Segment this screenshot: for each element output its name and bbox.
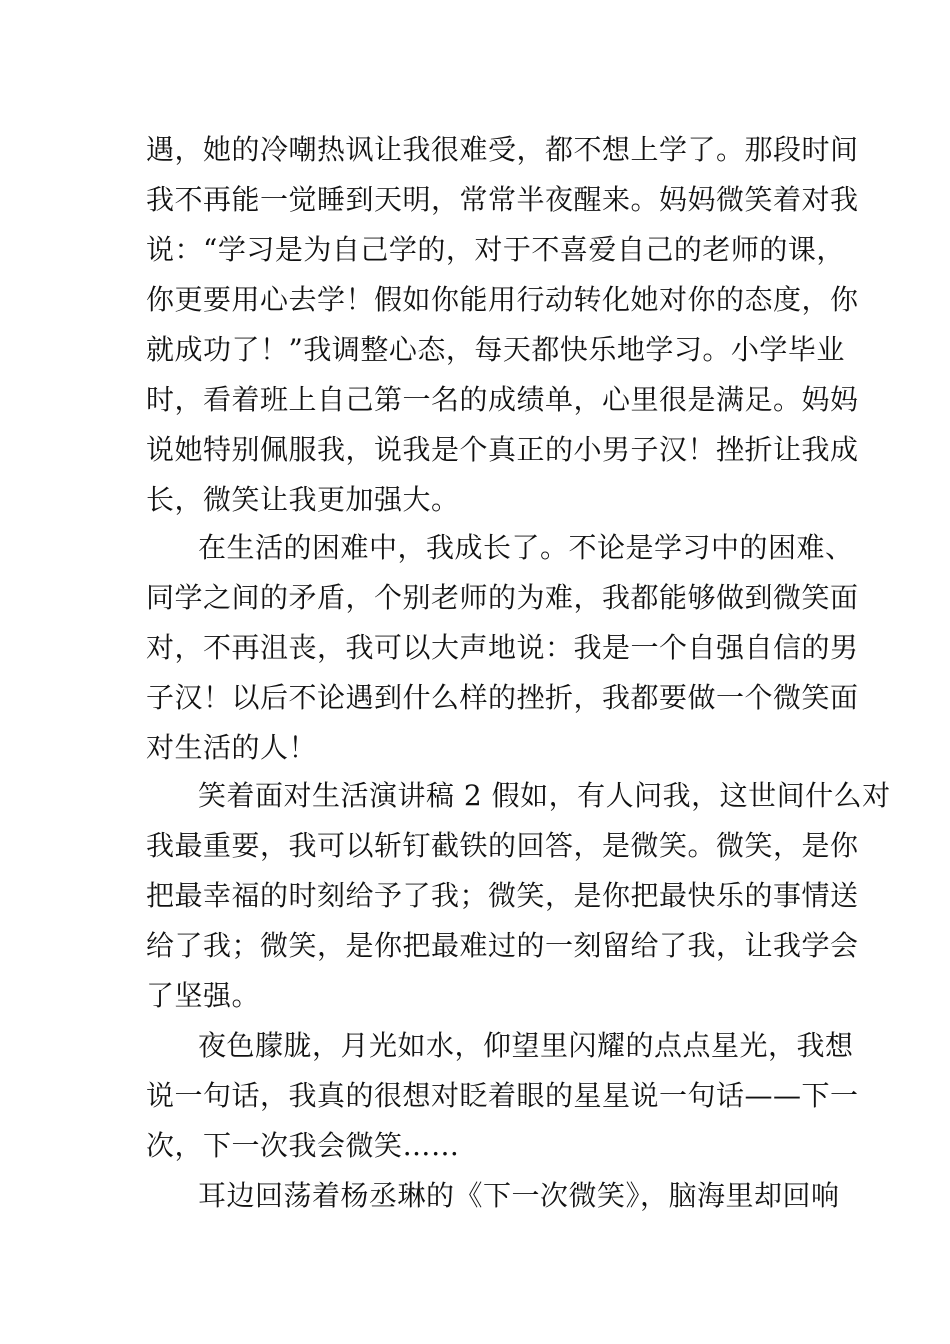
text-line: 你更要用心去学！假如你能用行动转化她对你的态度，你 (146, 283, 859, 316)
text-line: 对，不再沮丧，我可以大声地说：我是一个自强自信的男 (146, 631, 859, 664)
text-line: 把最幸福的时刻给予了我；微笑，是你把最快乐的事情送 (146, 879, 859, 912)
text-line: 次，下一次我会微笑…… (146, 1129, 460, 1162)
text-line: 同学之间的矛盾，个别老师的为难，我都能够做到微笑面 (146, 581, 859, 614)
text-line: 说：“学习是为自己学的，对于不喜爱自己的老师的课， (146, 233, 845, 266)
text-line: 对生活的人！ (146, 731, 318, 764)
paragraph-first-line: 耳边回荡着杨丞琳的《下一次微笑》，脑海里却回响 (198, 1179, 840, 1212)
text-line: 说她特别佩服我，说我是个真正的小男子汉！挫折让我成 (146, 433, 859, 466)
text-line: 说一句话，我真的很想对眨着眼的星星说一句话——下一 (146, 1079, 859, 1112)
text-line: 长，微笑让我更加强大。 (146, 483, 460, 516)
text-line: 了坚强。 (146, 979, 261, 1012)
paragraph-first-line: 笑着面对生活演讲稿 2 假如，有人问我，这世间什么对 (198, 779, 891, 812)
text-line: 给了我；微笑，是你把最难过的一刻留给了我，让我学会 (146, 929, 859, 962)
text-line: 遇，她的冷嘲热讽让我很难受，都不想上学了。那段时间 (146, 133, 859, 166)
text-line: 子汉！以后不论遇到什么样的挫折，我都要做一个微笑面 (146, 681, 859, 714)
paragraph-first-line: 夜色朦胧，月光如水，仰望里闪耀的点点星光，我想 (198, 1029, 854, 1062)
text-line: 时，看着班上自己第一名的成绩单，心里很是满足。妈妈 (146, 383, 859, 416)
text-line: 就成功了！”我调整心态，每天都快乐地学习。小学毕业 (146, 333, 845, 366)
text-line: 我最重要，我可以斩钉截铁的回答，是微笑。微笑，是你 (146, 829, 859, 862)
text-line: 我不再能一觉睡到天明，常常半夜醒来。妈妈微笑着对我 (146, 183, 859, 216)
paragraph-first-line: 在生活的困难中，我成长了。不论是学习中的困难、 (198, 531, 854, 564)
